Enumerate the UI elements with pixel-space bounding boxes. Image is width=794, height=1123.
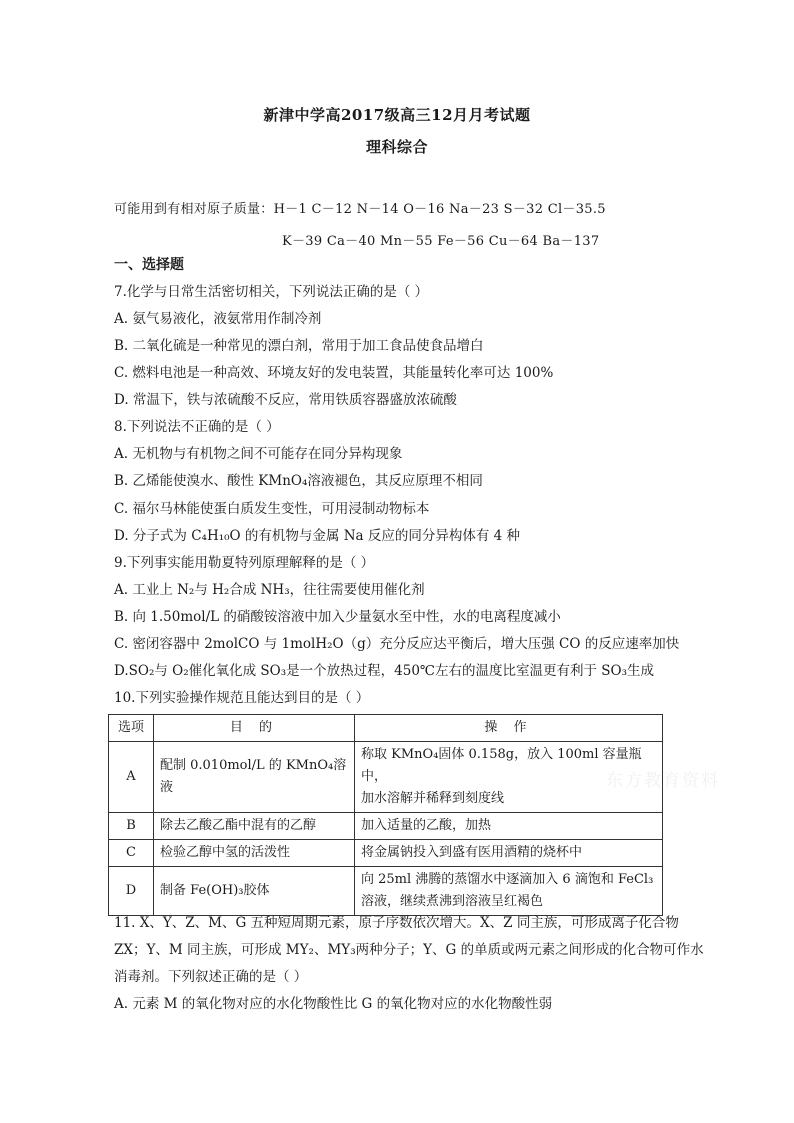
row-operation-line-2: 加水溶解并稀释到刻度线: [361, 791, 505, 806]
q8-option-a: A. 无机物与有机物之间不可能存在同分异构现象: [114, 446, 403, 462]
row-operation-line-2: 溶液，继续煮沸到溶液呈红褐色: [361, 894, 544, 909]
q7-option-b: B. 二氧化硫是一种常见的漂白剂，常用于加工食品使食品增白: [114, 338, 484, 354]
row-operation: [355, 867, 663, 916]
row-operation-line-1: 向 25ml 沸腾的蒸馏水中逐滴加入 6 滴饱和 FeCl₃: [361, 872, 654, 887]
q7-stem: 7.化学与日常生活密切相关，下列说法正确的是（ ）: [114, 284, 429, 300]
q8-stem: 8.下列说法不正确的是（ ）: [114, 419, 280, 435]
q7-option-d: D. 常温下，铁与浓硫酸不反应，常用铁质容器盛放浓硫酸: [114, 392, 457, 408]
q7-option-c: C. 燃料电池是一种高效、环境友好的发电装置，其能量转化率可达 100%: [114, 365, 554, 381]
table-row: [109, 813, 663, 840]
row-purpose: 检验乙醇中氢的活泼性: [154, 840, 355, 867]
q10-stem: 10.下列实验操作规范且能达到目的是（ ）: [114, 690, 370, 706]
row-operation: 加入适量的乙酸，加热: [355, 813, 663, 840]
q8-option-c: C. 福尔马林能使蛋白质发生变性，可用浸制动物标本: [114, 501, 430, 517]
watermark: 东方教育资料: [606, 771, 720, 791]
q11-line-1: 11. X、Y、Z、M、G 五种短周期元素，原子序数依次增大。X、Z 同主族，可形成离子化合物: [114, 915, 679, 931]
q9-option-b: B. 向 1.50mol/L 的硝酸铵溶液中加入少量氨水至中性，水的电离程度减小: [114, 609, 561, 625]
q9-option-a: A. 工业上 N₂与 H₂合成 NH₃，往往需要使用催化剂: [114, 582, 425, 598]
exam-subtitle: 理科综合: [365, 138, 428, 156]
q11-option-a: A. 元素 M 的氧化物对应的水化物酸性比 G 的氧化物对应的水化物酸性弱: [114, 996, 553, 1012]
table-row: [109, 840, 663, 867]
q9-option-d: D.SO₂与 O₂催化氧化成 SO₃是一个放热过程，450℃左右的温度比室温更有利于 SO₃生成: [114, 663, 655, 679]
row-option: B: [109, 813, 154, 840]
q11-line-2: ZX；Y、M 同主族，可形成 MY₂、MY₃两种分子；Y、G 的单质或两元素之间形成的化合物可作水: [114, 942, 704, 958]
row-operation-line-1: 称取 KMnO₄固体 0.158g，放入 100ml 容量瓶中，: [361, 747, 642, 784]
row-operation: 将金属钠投入到盛有医用酒精的烧杯中: [355, 840, 663, 867]
row-purpose: 制备 Fe(OH)₃胶体: [154, 867, 355, 916]
q7-option-a: A. 氨气易液化，液氨常用作制冷剂: [114, 311, 322, 327]
header-operation: 操 作: [355, 715, 663, 742]
q10-table: [108, 714, 663, 916]
q9-stem: 9.下列事实能用勒夏特列原理解释的是（ ）: [114, 555, 375, 571]
section-heading: 一、选择题: [114, 257, 184, 273]
header-purpose: 目 的: [154, 715, 355, 742]
row-option: A: [109, 742, 154, 813]
q8-option-d: D. 分子式为 C₄H₁₀O 的有机物与金属 Na 反应的同分异构体有 4 种: [114, 528, 521, 544]
row-option: D: [109, 867, 154, 916]
table-header-row: [109, 715, 663, 742]
q8-option-b: B. 乙烯能使溴水、酸性 KMnO₄溶液褪色，其反应原理不相同: [114, 473, 483, 489]
exam-title: 新津中学高2017级高三12月月考试题: [263, 106, 531, 124]
header-option: 选项: [109, 715, 154, 742]
atomic-mass-line-2: K－39 Ca－40 Mn－55 Fe－56 Cu－64 Ba－137: [282, 234, 600, 249]
table-row: [109, 742, 663, 813]
row-option: C: [109, 840, 154, 867]
q9-option-c: C. 密闭容器中 2molCO 与 1molH₂O（g）充分反应达平衡后，增大压强 CO 的反应速率加快: [114, 636, 680, 652]
table-row: [109, 867, 663, 916]
q11-line-3: 消毒剂。下列叙述正确的是（ ）: [114, 969, 308, 985]
atomic-mass-line-1: 可能用到有相对原子质量：H－1 C－12 N－14 O－16 Na－23 S－32 Cl－35.5: [114, 202, 606, 217]
row-purpose: 配制 0.010mol/L 的 KMnO₄溶液: [154, 742, 355, 813]
row-purpose: 除去乙酸乙酯中混有的乙醇: [154, 813, 355, 840]
